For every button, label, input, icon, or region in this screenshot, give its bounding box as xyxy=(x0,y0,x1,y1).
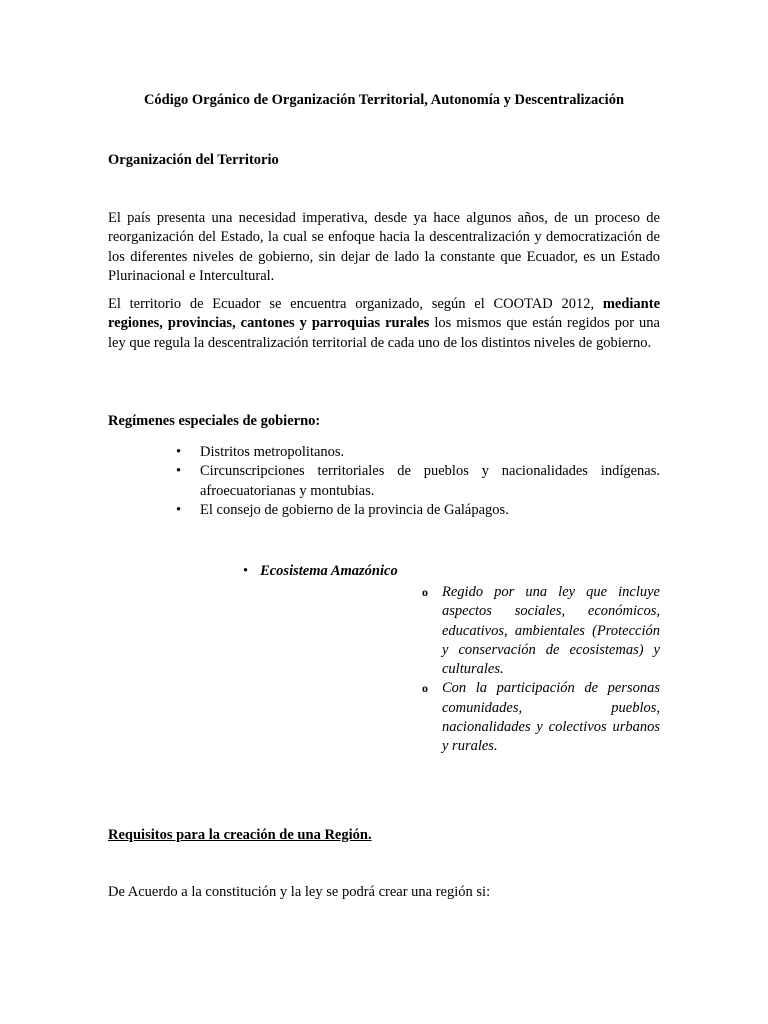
list-item xyxy=(422,583,660,679)
list-item-text: Distritos metropolitanos. xyxy=(200,444,345,460)
ecosistema-sublist xyxy=(422,583,660,757)
bullet-icon: • xyxy=(243,563,249,579)
circle-bullet-icon: o xyxy=(422,585,428,599)
paragraph-territorio-end: los mismos que están regidos por una ley que regula la descentralización territorial de cada uno de los distintos niveles de gobierno. xyxy=(108,315,660,351)
bullet-icon: • xyxy=(176,444,182,460)
bullet-icon: • xyxy=(176,463,182,480)
list-item xyxy=(176,501,660,520)
list-item xyxy=(176,443,660,462)
list-item-text: Circunscripciones territoriales de pueblos y nacionalidades indígenas. afroecuatorianas y montubias. xyxy=(200,463,660,499)
list-item xyxy=(422,679,660,756)
list-item-text: El consejo de gobierno de la provincia de Galápagos. xyxy=(200,501,509,518)
paragraph-territorio xyxy=(108,295,660,353)
regimenes-list xyxy=(176,443,660,520)
ecosistema-heading xyxy=(243,563,398,580)
bullet-icon: • xyxy=(176,501,182,518)
paragraph-territorio-start: El territorio de Ecuador se encuentra organizado, según el COOTAD 2012, xyxy=(108,296,603,312)
paragraph-requisitos: De Acuerdo a la constitución y la ley se podrá crear una región si: xyxy=(108,884,491,900)
paragraph-territorio-bold: mediante regiones, provincias, cantones y parroquias rurales xyxy=(108,296,660,332)
section-heading-organizacion: Organización del Territorio xyxy=(108,152,279,168)
document-title: Código Orgánico de Organización Territorial, Autonomía y Descentralización xyxy=(143,92,625,108)
section-heading-requisitos: Requisitos para la creación de una Región. xyxy=(108,827,372,843)
circle-bullet-icon: o xyxy=(422,681,428,696)
list-item xyxy=(176,462,660,501)
section-heading-regimenes: Regímenes especiales de gobierno: xyxy=(108,413,321,429)
ecosistema-heading-text: Ecosistema Amazónico xyxy=(260,563,398,579)
paragraph-intro: El país presenta una necesidad imperativa, desde ya hace algunos años, de un proceso de reorganización del Estado, la cual se enfoque hacia la descentralización y democratización de los diferentes niveles de gobierno, sin dejar de lado la constante que Ecuador, es un Estado Plurinacional e Intercultural. xyxy=(108,210,660,284)
list-item-text: Con la participación de personas comunidades, pueblos, nacionalidades y colectivos urbanos y rurales. xyxy=(442,680,660,755)
list-item-text: Regido por una ley que incluye aspectos sociales, económicos, educativos, ambientales (Protección y conservación de ecosistemas) y culturales. xyxy=(442,584,660,678)
